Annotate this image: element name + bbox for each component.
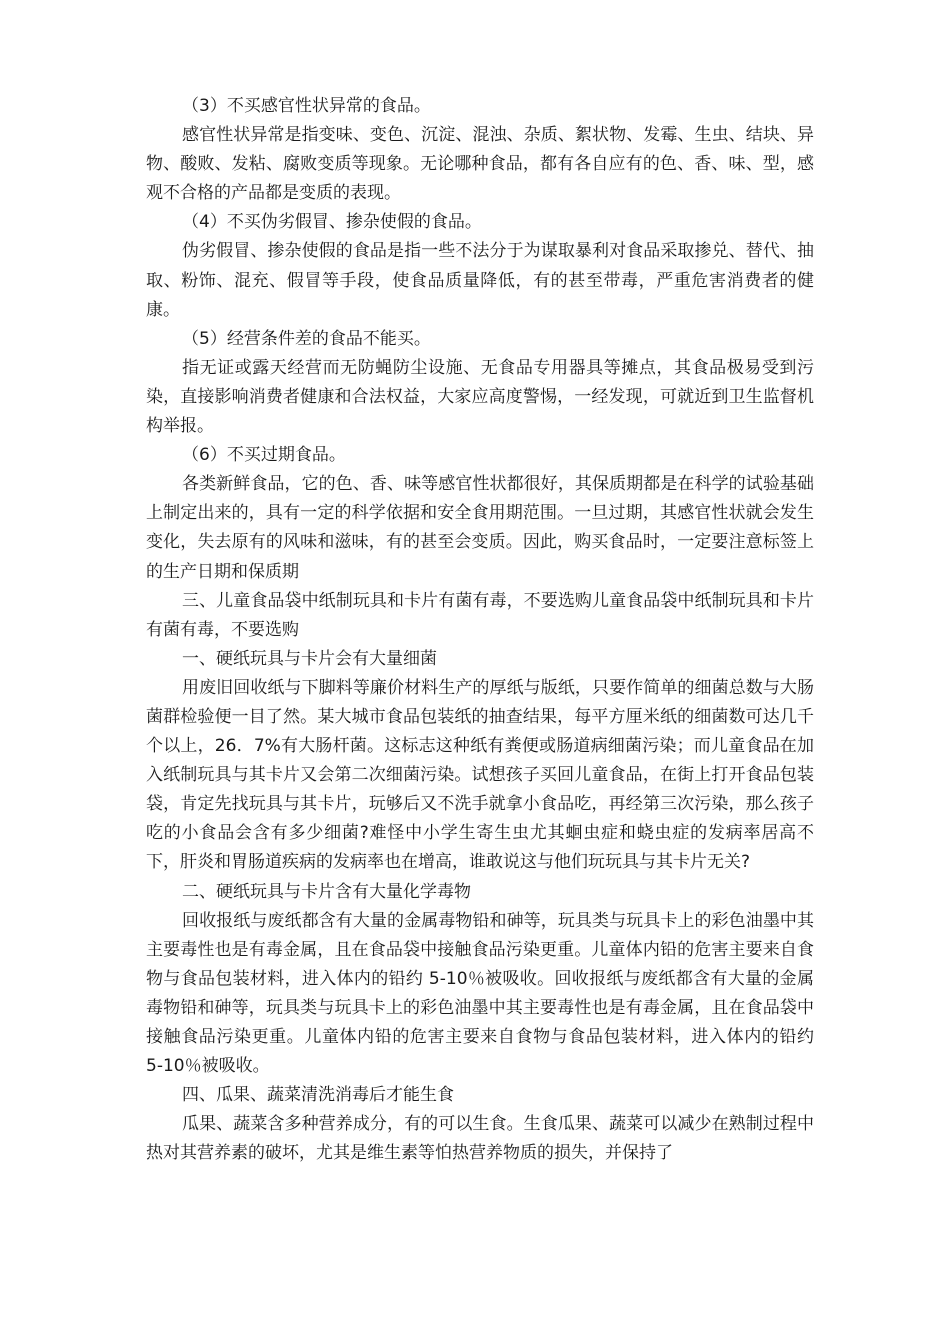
heading-item-4: （4）不买伪劣假冒、掺杂使假的食品。 (182, 212, 482, 233)
section-heading-3: 三、儿童食品袋中纸制玩具和卡片有菌有毒，不要选购儿童食品袋中纸制玩具和卡片有菌有毒，不要选购 (146, 590, 814, 640)
paragraph: 用废旧回收纸与下脚料等廉价材料生产的厚纸与版纸，只要作简单的细菌总数与大肠菌群检验便一目了然。某大城市食品包装纸的抽查结果，每平方厘米纸的细菌数可达几千个以上，26．7%有大肠杆菌。这标志这种纸有粪便或肠道病细菌污染；而儿童食品在加入纸制玩具与其卡片又会第二次细菌污染。试想孩子买回儿童食品，在街上打开食品包装袋，肯定先找玩具与其卡片，玩够后又不洗手就拿小食品吃，再经第三次污染，那么孩子吃的小食品会含有多少细菌?难怪中小学生寄生虫尤其蛔虫症和蛲虫症的发病率居高不下，肝炎和胃肠道疾病的发病率也在增高，谁敢说这与他们玩玩具与其卡片无关? (146, 677, 814, 873)
paragraph: 回收报纸与废纸都含有大量的金属毒物铅和砷等，玩具类与玩具卡上的彩色油墨中其主要毒性也是有毒金属，且在食品袋中接触食品污染更重。儿童体内铅的危害主要来自食物与食品包装材料，进入体内的铅约 5-10％被吸收。回收报纸与废纸都含有大量的金属毒物铅和砷等，玩具类与玩具卡上的彩色油墨中其主要毒性也是有毒金属，且在食品袋中接触食品污染更重。儿童体内铅的危害主要来自食物与食品包装材料，进入体内的铅约 5-10％被吸收。 (146, 910, 814, 1077)
paragraph: 各类新鲜食品，它的色、香、味等感官性状都很好，其保质期都是在科学的试验基础上制定出来的，具有一定的科学依据和安全食用期范围。一旦过期，其感官性状就会发生变化，失去原有的风味和滋味，有的甚至会变质。因此，购买食品时，一定要注意标签上的生产日期和保质期 (146, 474, 814, 582)
paragraph: 瓜果、蔬菜含多种营养成分，有的可以生食。生食瓜果、蔬菜可以减少在熟制过程中热对其营养素的破坏，尤其是维生素等怕热营养物质的损失，并保持了 (146, 1114, 814, 1164)
heading-item-5: （5）经营条件差的食品不能买。 (182, 328, 431, 349)
paragraph: 指无证或露天经营而无防蝇防尘设施、无食品专用器具等摊点，其食品极易受到污染，直接影响消费者健康和合法权益，大家应高度警惕，一经发现，可就近到卫生监督机构举报。 (146, 357, 814, 437)
heading-item-6: （6）不买过期食品。 (182, 445, 346, 466)
heading-item-3: （3）不买感官性状异常的食品。 (182, 96, 431, 116)
paragraph: 伪劣假冒、掺杂使假的食品是指一些不法分于为谋取暴利对食品采取掺兑、替代、抽取、粉饰、混充、假冒等手段，使食品质量降低，有的甚至带毒，严重危害消费者的健康。 (146, 241, 814, 320)
subsection-heading-1: 一、硬纸玩具与卡片会有大量细菌 (182, 648, 437, 669)
section-heading-4: 四、瓜果、蔬菜清洗消毒后才能生食 (182, 1085, 454, 1106)
subsection-heading-2: 二、硬纸玩具与卡片含有大量化学毒物 (182, 881, 471, 902)
document-body (146, 92, 814, 1168)
paragraph: 感官性状异常是指变味、变色、沉淀、混浊、杂质、絮状物、发霉、生虫、结块、异物、酸败、发粘、腐败变质等现象。无论哪种食品，都有各自应有的色、香、味、型，感观不合格的产品都是变质的表现。 (146, 125, 814, 204)
